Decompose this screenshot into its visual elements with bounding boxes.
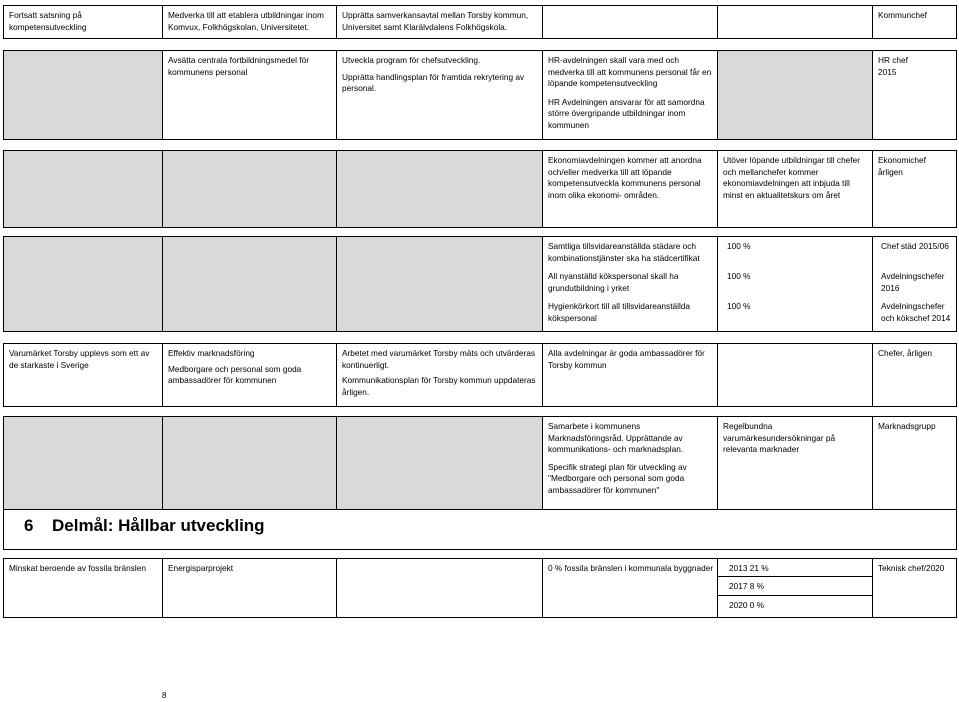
row4-indicator-cell — [717, 236, 873, 332]
row7-indicator-text-2: 2017 8 % — [729, 581, 765, 591]
row1-responsible-cell — [872, 5, 957, 39]
row5-goal-text: Varumärket Torsby upplevs som ett av de starkaste i Sverige — [9, 348, 150, 370]
row4-activity-cell — [336, 236, 543, 332]
row7-indicator-text-1: 2013 21 % — [729, 563, 769, 573]
row7-activity-cell — [336, 558, 543, 618]
row3-measure-cell — [542, 150, 718, 228]
row4-responsible-text-2: Avdelningschefer 2016 — [881, 271, 945, 293]
row2-goal-cell — [3, 50, 163, 140]
row4-measure-text-2: All nyanställd kökspersonal skall ha grundutbildning i yrket — [548, 271, 679, 293]
row2-measure-text-1: HR-avdelningen skall vara med och medverka till att kommunens personal får en löpande kompetensutveckling — [548, 55, 712, 89]
row2-activity-text-2: Upprätta handlingsplan för framtida rekrytering av personal. — [342, 71, 525, 94]
row3-responsible-cell — [872, 150, 957, 228]
row4-goal-cell — [3, 236, 163, 332]
section-number: 6 — [24, 516, 34, 535]
row6-responsible-text: Marknadsgrupp — [878, 421, 936, 431]
row2-measure-cell — [542, 50, 718, 140]
row1-goal-text: Fortsatt satsning på kompetensutveckling — [9, 10, 87, 32]
row1-indicator-cell — [717, 5, 873, 39]
row2-activity-text-1: Utveckla program för chefsutveckling. — [342, 55, 481, 65]
row3-indicator-text: Utöver löpande utbildningar till chefer och mellanchefer kommer ekonomiavdelningen att inbjuda till minst en aktualitetskurs om året — [723, 155, 860, 200]
row4-indicator-text-2: 100 % — [727, 271, 751, 281]
row7-goal-cell — [3, 558, 163, 618]
row4-indicator-text-3: 100 % — [727, 301, 751, 311]
row2-activity-cell — [336, 50, 543, 140]
row3-goal-cell — [3, 150, 163, 228]
row7-indicator-divider-2 — [718, 595, 872, 596]
row2-responsible-cell — [872, 50, 957, 140]
row3-indicator-cell — [717, 150, 873, 228]
row6-measure-text-1: Samarbete i kommunens Marknadsföringsråd. Upprättande av kommunikations- och marknadsplan. — [548, 421, 684, 455]
row4-responsible-text-1: Chef städ 2015/06 — [881, 241, 949, 251]
row7-measure-text: 0 % fossila bränslen i kommunala byggnader — [548, 563, 714, 573]
row1-subgoal-text: Medverka till att etablera utbildningar inom Komvux, Folkhögskolan, Universitetet. — [168, 10, 324, 32]
row5-activity-text-1: Arbetet med varumärket Torsby mäts och utvärderas kontinuerligt. — [342, 348, 536, 370]
row7-indicator-cell — [717, 558, 873, 618]
row5-activity-text-2: Kommunikationsplan för Torsby kommun uppdateras årligen. — [342, 375, 536, 397]
row5-responsible-cell — [872, 343, 957, 407]
row6-measure-cell — [542, 416, 718, 510]
page-number: 8 — [162, 691, 167, 700]
row5-measure-cell — [542, 343, 718, 407]
row5-subgoal-text-2: Medborgare och personal som goda ambassadörer för kommunen — [168, 363, 302, 386]
row5-goal-cell — [3, 343, 163, 407]
row2-measure-text-2: HR Avdelningen ansvarar för att samordna större övergripande utbildningar inom kommunen — [548, 96, 705, 130]
row4-measure-text-1: Samtliga tillsvidareanställda städare och kombinationstjänster ska ha städcertifikat — [548, 241, 700, 263]
row5-subgoal-text-1: Effektiv marknadsföring — [168, 348, 255, 358]
row7-indicator-divider-1 — [718, 576, 872, 577]
row2-subgoal-cell — [162, 50, 337, 140]
row3-measure-text: Ekonomiavdelningen kommer att anordna och/eller medverka till att löpande kompetensutveckla kommunens personal inom olika ekonomi- områden. — [548, 155, 702, 200]
row5-subgoal-cell — [162, 343, 337, 407]
row7-subgoal-cell — [162, 558, 337, 618]
row6-responsible-cell — [872, 416, 957, 510]
row6-measure-text-2: Specifik strategi plan för utveckling av "Medborgare och personal som goda ambassadörer för kommunen" — [548, 461, 687, 495]
row1-responsible-text: Kommunchef — [878, 10, 927, 20]
row1-subgoal-cell — [162, 5, 337, 39]
row4-measure-cell — [542, 236, 718, 332]
row6-indicator-cell — [717, 416, 873, 510]
row5-activity-cell — [336, 343, 543, 407]
row4-responsible-text-3: Avdelningschefer och kökschef 2014 — [881, 301, 951, 323]
row3-subgoal-cell — [162, 150, 337, 228]
row7-measure-cell — [542, 558, 718, 618]
row6-activity-cell — [336, 416, 543, 510]
row4-subgoal-cell — [162, 236, 337, 332]
row2-responsible-text: HR chef 2015 — [878, 55, 908, 77]
row7-responsible-cell — [872, 558, 957, 618]
row1-activity-cell — [336, 5, 543, 39]
row1-measure-cell — [542, 5, 718, 39]
row1-goal-cell — [3, 5, 163, 39]
section-heading-box — [3, 510, 957, 550]
section-title: Delmål: Hållbar utveckling — [52, 516, 265, 535]
row6-goal-cell — [3, 416, 163, 510]
row5-measure-text: Alla avdelningar är goda ambassadörer för Torsby kommun — [548, 348, 705, 370]
row3-activity-cell — [336, 150, 543, 228]
row6-subgoal-cell — [162, 416, 337, 510]
row2-subgoal-text: Avsätta centrala fortbildningsmedel för kommunens personal — [168, 55, 309, 77]
row4-measure-text-3: Hygienkörkort till all tillsvidareanställda kökspersonal — [548, 301, 691, 323]
row4-indicator-text-1: 100 % — [727, 241, 751, 251]
row5-indicator-cell — [717, 343, 873, 407]
row5-responsible-text: Chefer, årligen — [878, 348, 932, 358]
row2-indicator-cell — [717, 50, 873, 140]
row7-responsible-text: Teknisk chef/2020 — [878, 563, 945, 573]
row4-responsible-cell — [872, 236, 957, 332]
row6-indicator-text: Regelbundna varumärkesundersökningar på relevanta marknader — [723, 421, 836, 455]
row7-subgoal-text: Energisparprojekt — [168, 563, 234, 573]
row1-activity-text: Upprätta samverkansavtal mellan Torsby kommun, Universitet samt Klarälvdalens Folkhögskola. — [342, 10, 529, 32]
row7-goal-text: Minskat beroende av fossila bränslen — [9, 563, 146, 573]
row3-responsible-text: Ekonomichef årligen — [878, 155, 926, 177]
row7-indicator-text-3: 2020 0 % — [729, 600, 765, 610]
